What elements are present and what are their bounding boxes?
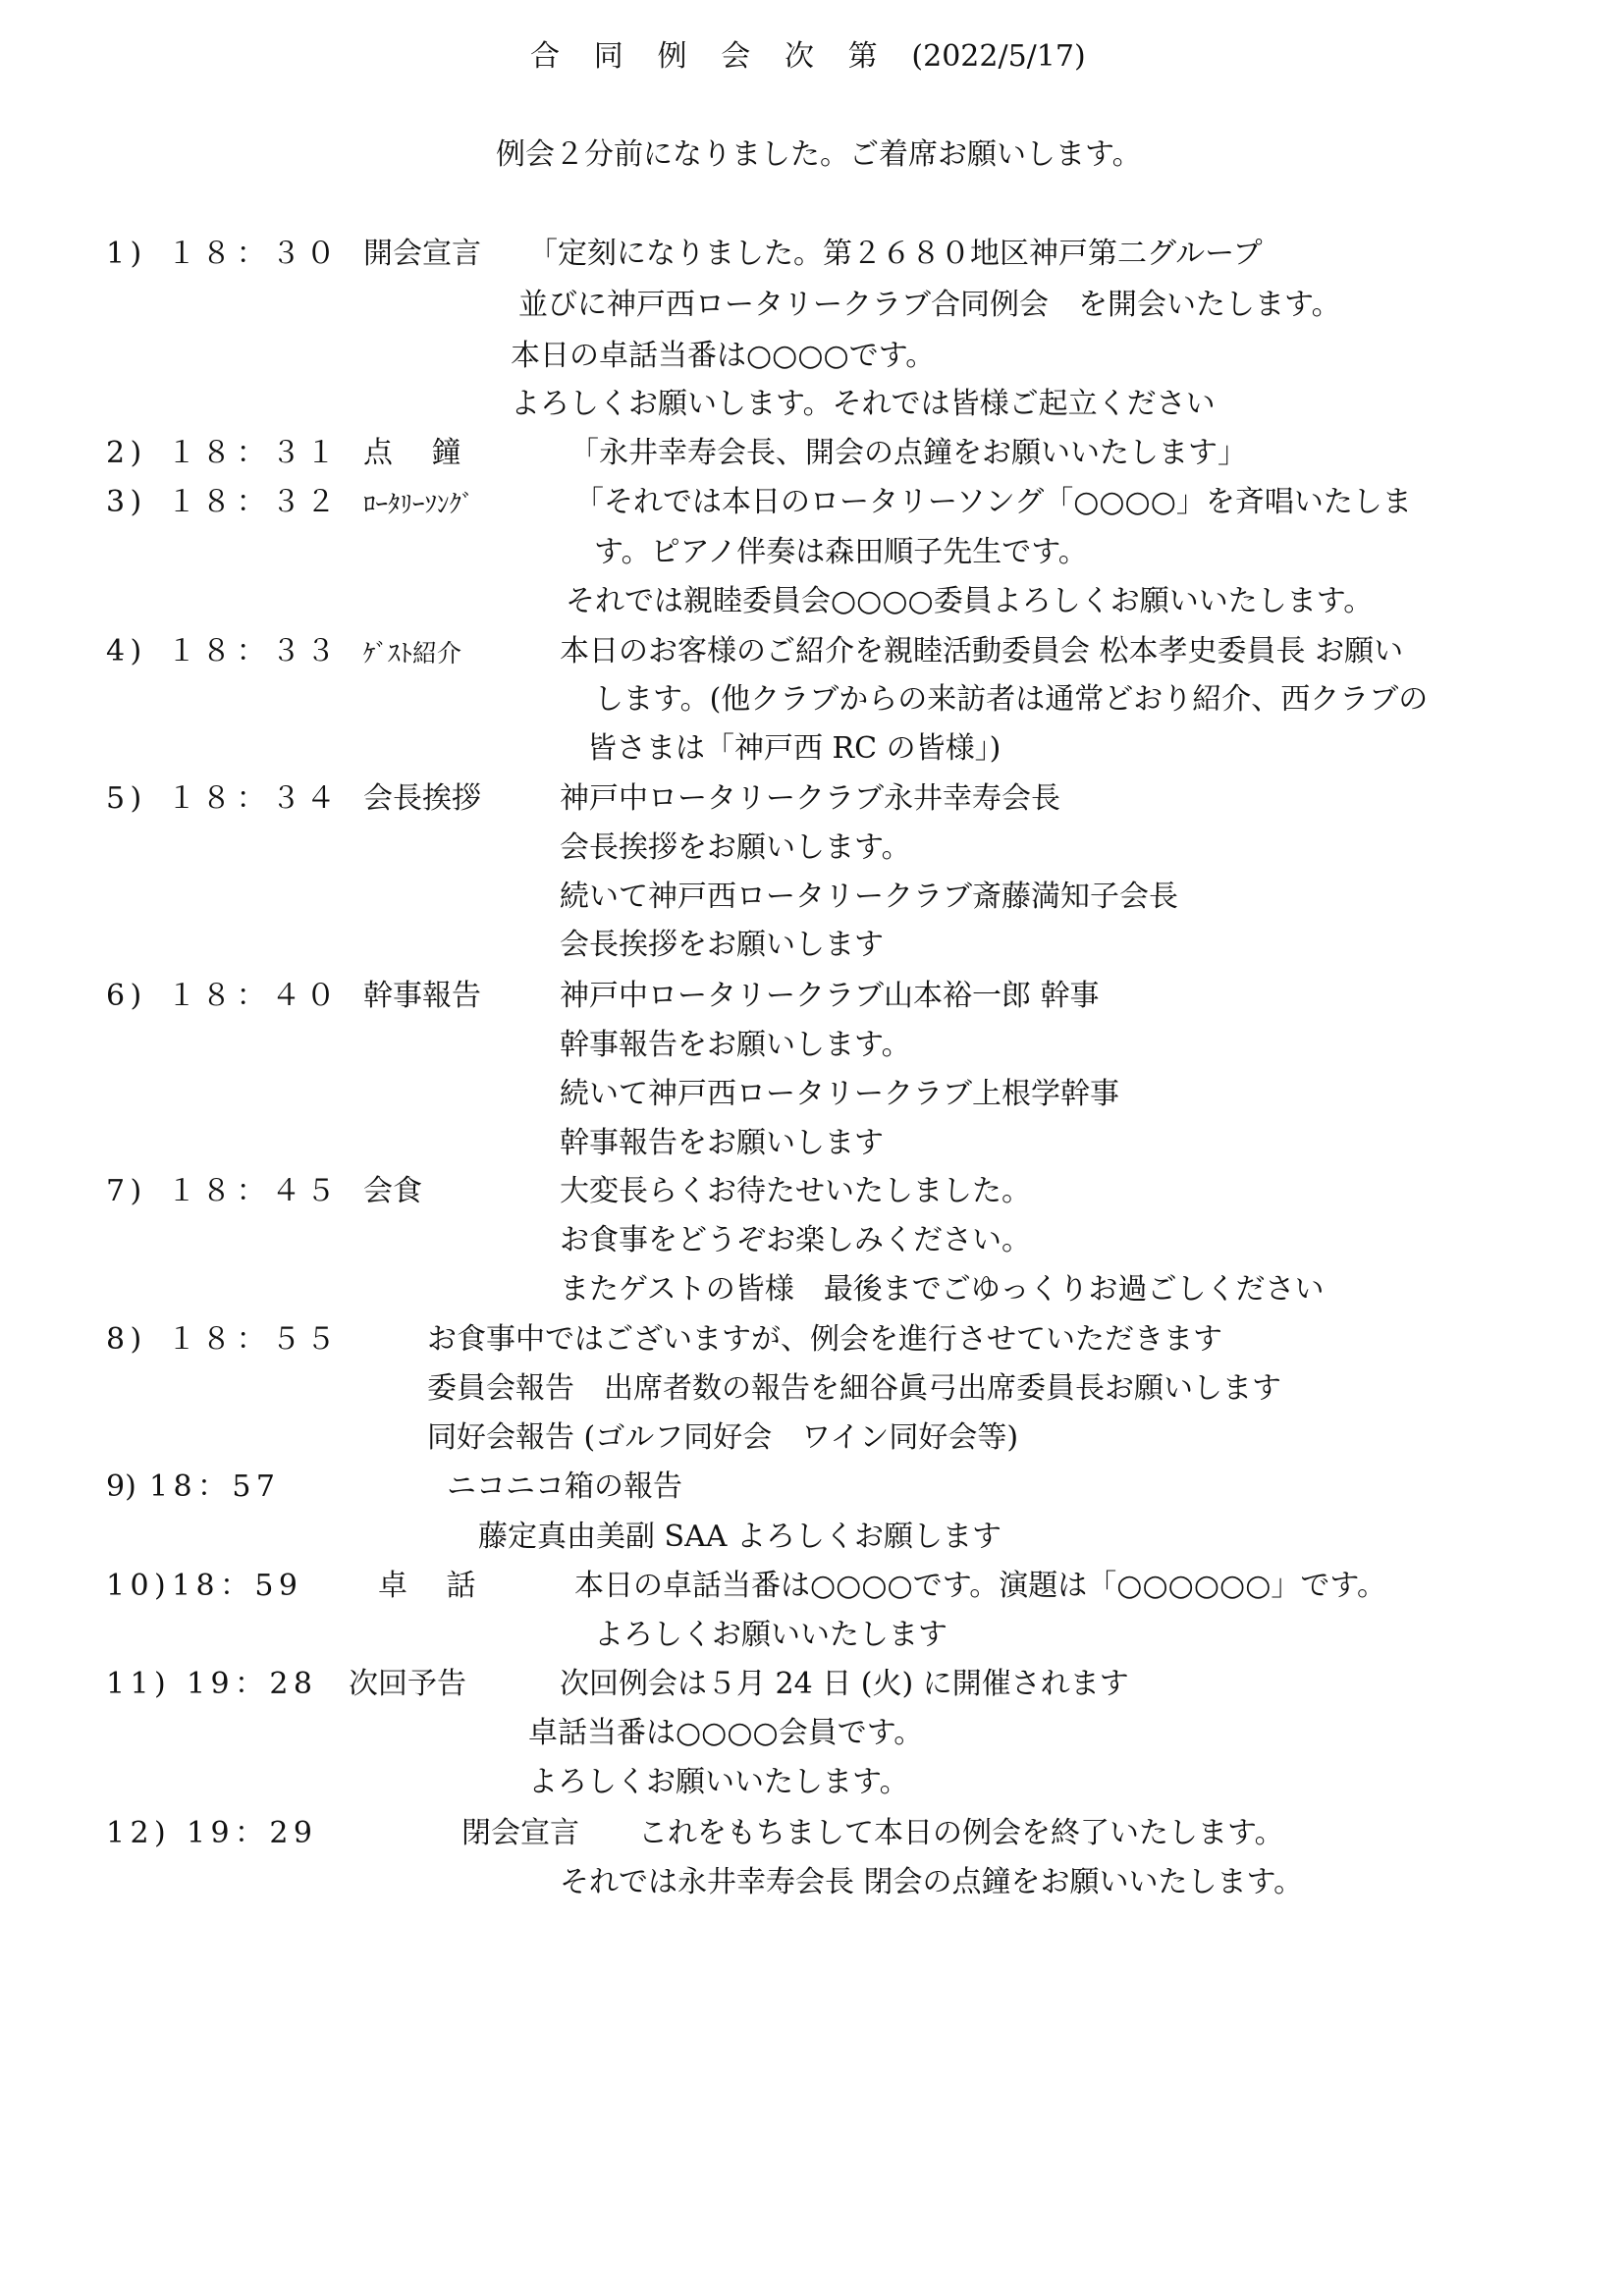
- item-line: それでは永井幸寿会長 閉会の点鐘をお願いいたします。: [560, 1865, 1304, 1899]
- item-line: 幹事報告をお願いします: [560, 1126, 884, 1160]
- item-line: お食事中ではございますが、例会を進行させていただきます: [427, 1322, 1222, 1357]
- item-line: それでは親睦委員会○○○○委員よろしくお願いいたします。: [566, 584, 1374, 618]
- item-line: 委員会報告 出席者数の報告を細谷眞弓出席委員長お願いします: [427, 1371, 1281, 1406]
- item-line: 「定刻になりました。第２６８０地区神戸第二グループ: [528, 237, 1263, 271]
- item-time: 19：29: [187, 1816, 318, 1850]
- item-number: 1): [106, 237, 147, 271]
- seat-notice: 例会２分前になりました。ご着席お願いします。: [496, 137, 1142, 172]
- item-line: ニコニコ箱の報告: [447, 1469, 682, 1504]
- item-label: ｹﾞｽﾄ紹介: [363, 639, 462, 667]
- item-time: １８：５５: [167, 1322, 341, 1357]
- item-number: 11): [106, 1667, 172, 1701]
- item-line: 続いて神戸西ロータリークラブ上根学幹事: [560, 1077, 1119, 1111]
- item-line: お食事をどうぞお楽しみください。: [560, 1223, 1031, 1257]
- item-label: 閉会宣言: [461, 1816, 579, 1850]
- item-line: 神戸中ロータリークラブ山本裕一郎 幹事: [560, 979, 1100, 1013]
- item-line: 皆さまは「神戸西 RC の皆様」): [587, 731, 1001, 766]
- item-line: 本日の卓話当番は○○○○です。: [511, 339, 936, 373]
- item-line: 続いて神戸西ロータリークラブ斎藤満知子会長: [560, 880, 1178, 914]
- item-time: １８：３３: [167, 634, 341, 668]
- item-label: 会長挨拶: [363, 781, 481, 816]
- title-heading: 合 同 例 会 次 第: [530, 39, 891, 74]
- page-title: [530, 39, 1086, 75]
- item-line: 「それでは本日のロータリーソング「○○○○」を斉唱いたしま: [574, 485, 1412, 519]
- item-line: 本日の卓話当番は○○○○です。演題は「○○○○○○」です。: [574, 1569, 1386, 1603]
- item-line: します。(他クラブからの来訪者は通常どおり紹介、西クラブの: [594, 682, 1429, 717]
- item-line: これをもちまして本日の例会を終了いたします。: [638, 1816, 1284, 1850]
- item-line: 会長挨拶をお願いします: [560, 928, 884, 962]
- item-line: 次回例会は５月 24 日 (火) に開催されます: [560, 1667, 1129, 1701]
- item-label: 次回予告: [349, 1667, 466, 1701]
- title-date: (2022/5/17): [911, 39, 1086, 74]
- item-label: 点 鐘: [363, 436, 461, 470]
- item-number: 9): [106, 1469, 136, 1504]
- item-number: 3): [106, 485, 147, 519]
- item-time: １８：３０: [167, 237, 341, 271]
- item-number: 5): [106, 781, 147, 816]
- item-line: す。ピアノ伴奏は森田順子先生です。: [594, 535, 1088, 569]
- item-time: １８：４５: [167, 1174, 341, 1208]
- item-time: １８：３１: [167, 436, 341, 470]
- item-label: 卓 話: [378, 1569, 476, 1603]
- item-label: 開会宣言: [363, 237, 481, 271]
- item-time: 18：57: [149, 1469, 281, 1504]
- item-line: 藤定真由美副 SAA よろしくお願します: [478, 1520, 1001, 1554]
- item-time: １８：３４: [167, 781, 341, 816]
- item-number: 8): [106, 1322, 147, 1357]
- item-line: 大変長らくお待たせいたしました。: [560, 1174, 1031, 1208]
- item-line: 神戸中ロータリークラブ永井幸寿会長: [560, 781, 1060, 816]
- item-line: 卓話当番は○○○○会員です。: [528, 1716, 924, 1750]
- item-line: またゲストの皆様 最後までごゆっくりお過ごしください: [560, 1272, 1325, 1307]
- item-time: 19：28: [187, 1667, 318, 1701]
- item-label: 幹事報告: [363, 979, 481, 1013]
- item-line: 同好会報告 (ゴルフ同好会 ワイン同好会等): [427, 1420, 1019, 1455]
- item-number: 7): [106, 1174, 147, 1208]
- item-line: よろしくお願いいたします。: [528, 1765, 909, 1799]
- item-time: 18：59: [172, 1569, 303, 1603]
- item-label: 会食: [363, 1174, 422, 1208]
- item-number: 2): [106, 436, 147, 470]
- item-line: 並びに神戸西ロータリークラブ合同例会 を開会いたします。: [518, 288, 1341, 322]
- item-line: 本日のお客様のご紹介を親睦活動委員会 松本孝史委員長 お願い: [560, 634, 1404, 668]
- item-number: 10): [106, 1569, 172, 1603]
- item-label: ﾛｰﾀﾘｰｿﾝｸﾞ: [363, 490, 474, 518]
- item-line: 幹事報告をお願いします。: [560, 1028, 911, 1062]
- item-line: よろしくお願いします。それでは皆様ご起立ください: [511, 387, 1216, 421]
- item-line: 会長挨拶をお願いします。: [560, 830, 911, 865]
- item-number: 4): [106, 634, 147, 668]
- item-number: 6): [106, 979, 147, 1013]
- item-time: １８：３２: [167, 485, 341, 519]
- item-line: よろしくお願いいたします: [594, 1618, 947, 1652]
- item-number: 12): [106, 1816, 172, 1850]
- item-line: 「永井幸寿会長、開会の点鐘をお願いいたします」: [569, 436, 1247, 470]
- item-time: １８：４０: [167, 979, 341, 1013]
